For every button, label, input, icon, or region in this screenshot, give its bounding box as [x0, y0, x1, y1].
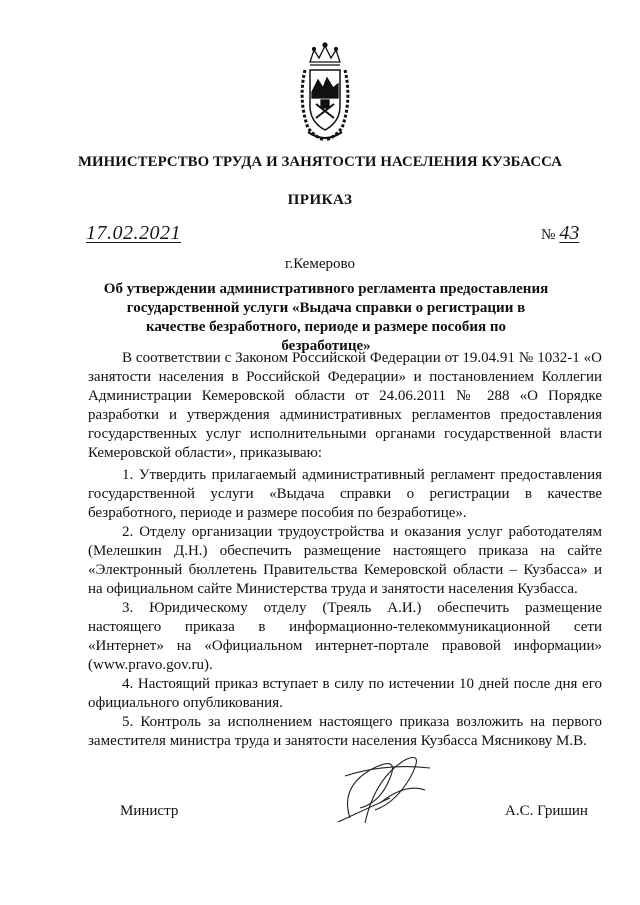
order-item: 2. Отделу организации трудоустройства и оказания услуг работодателям (Мелешкин Д.Н.) обеспечить размещение настоящего приказа на сайте «Электронный бюллетень Правительства Кемеровской области – Кузбасса» и на официальном сайте Министерства труда и занятости населения Кузбасса. — [88, 524, 602, 597]
number-sign: № — [541, 227, 556, 243]
document-type: ПРИКАЗ — [287, 192, 353, 208]
city: г.Кемерово — [285, 256, 355, 272]
order-date: 17.02.2021 — [86, 222, 181, 244]
order-items — [88, 466, 602, 751]
order-item: 3. Юридическому отделу (Треяль А.И.) обеспечить размещение настоящего приказа в информационно-телекоммуникационной сети «Интернет» на «Официальном интернет-портале правовой информации» (www.pravo.gov.ru). — [88, 600, 602, 673]
coat-of-arms-icon — [296, 40, 354, 144]
signatory-name: А.С. Гришин — [505, 803, 588, 819]
ministry-name: МИНИСТЕРСТВО ТРУДА И ЗАНЯТОСТИ НАСЕЛЕНИЯ КУЗБАССА — [77, 154, 563, 170]
order-item: 4. Настоящий приказ вступает в силу по истечении 10 дней после дня его официального опубликования. — [88, 676, 602, 711]
order-number: 43 — [559, 222, 580, 244]
handwritten-signature — [330, 748, 440, 828]
order-item: 1. Утвердить прилагаемый административный регламент предоставления государственной услуги «Выдача справки о регистрации в качестве безработного, периоде и размере пособия по безработице». — [88, 467, 602, 521]
order-subject: Об утверждении административного регламента предоставления государственной услуги «Выдача справки о регистрации в качестве безработного, периоде и размере пособия по безработице» — [103, 281, 549, 354]
preamble-paragraph: В соответствии с Законом Российской Федерации от 19.04.91 № 1032-1 «О занятости населения в Российской Федерации» и постановлением Коллегии Администрации Кемеровской области от 24.06.2011 № 288 «О Порядке разработки и утверждения административных регламентов предоставления государственных услуг исполнительными органами государственной власти Кемеровской области», приказываю: — [88, 350, 602, 461]
order-item: 5. Контроль за исполнением настоящего приказа возложить на первого заместителя министра труда и занятости населения Кузбасса Мясникову М.В. — [88, 714, 602, 749]
signatory-title: Министр — [120, 803, 179, 819]
order-number-block — [541, 222, 579, 245]
